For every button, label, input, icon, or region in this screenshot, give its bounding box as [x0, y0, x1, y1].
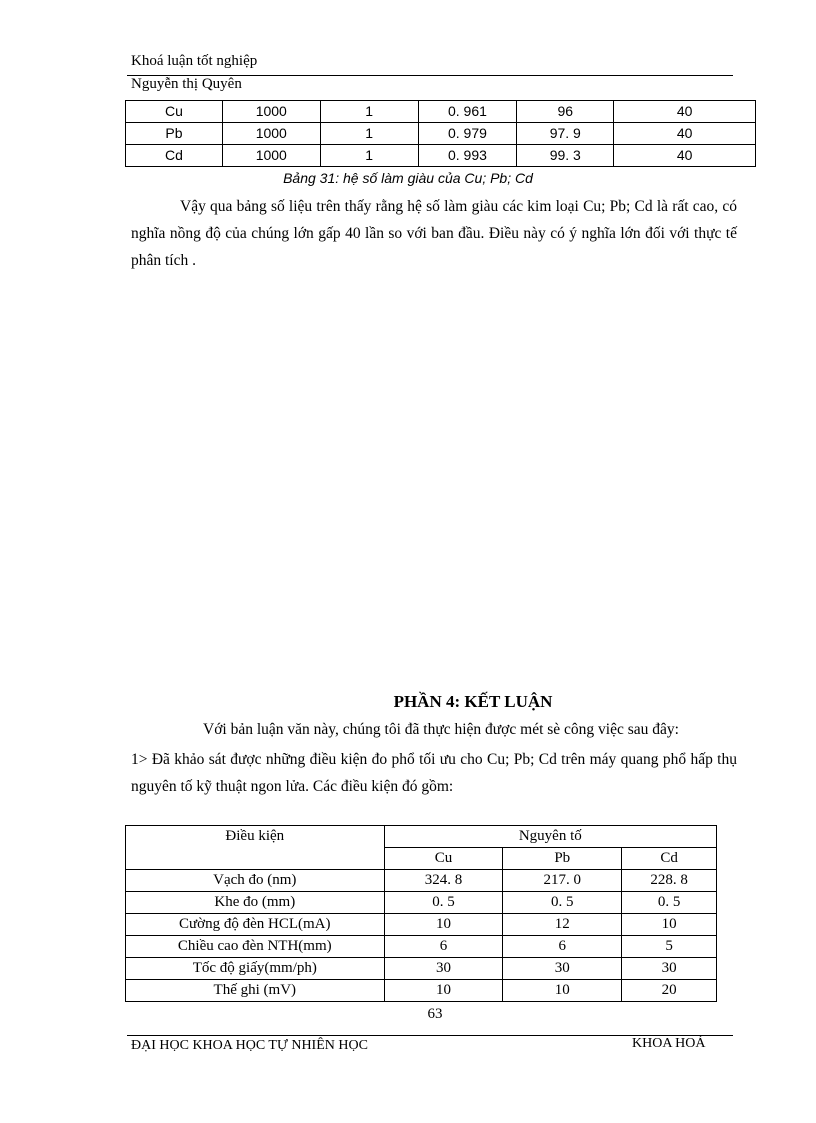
condition-value: 12	[503, 914, 622, 936]
table-row	[126, 870, 717, 892]
table-cell: 96	[517, 101, 614, 123]
condition-value: 30	[384, 958, 503, 980]
table-row	[126, 980, 717, 1002]
condition-value: 0. 5	[622, 892, 717, 914]
header-thesis-title: Khoá luận tốt nghiệp	[131, 53, 258, 69]
table-cell: 0. 993	[418, 145, 517, 167]
table-cell: 40	[614, 101, 756, 123]
table-cell: 97. 9	[517, 123, 614, 145]
table-cell: 1	[320, 101, 418, 123]
section-intro: Với bản luận văn này, chúng tôi đã thực hiện được mét sè công việc sau đây:	[203, 721, 679, 738]
condition-value: 10	[384, 914, 503, 936]
element-header: Cu	[384, 848, 503, 870]
condition-label: Khe đo (mm)	[126, 892, 385, 914]
condition-value: 10	[503, 980, 622, 1002]
table-row	[126, 892, 717, 914]
table-row	[126, 958, 717, 980]
header-author: Nguyễn thị Quyên	[131, 76, 242, 92]
table-cell: 1	[320, 145, 418, 167]
table-cell: 1000	[222, 145, 320, 167]
condition-value: 20	[622, 980, 717, 1002]
section-item-1: 1> Đã khảo sát được những điều kiện đo phổ tối ưu cho Cu; Pb; Cd trên máy quang phổ hấp thụ nguyên tố kỹ thuật ngon lửa. Các điều kiện đó gồm:	[131, 751, 737, 795]
condition-value: 5	[622, 936, 717, 958]
table-cell: 40	[614, 123, 756, 145]
condition-value: 0. 5	[503, 892, 622, 914]
paragraph-conclusion-enrichment: Vậy qua bảng số liệu trên thấy rằng hệ số làm giàu các kim loại Cu; Pb; Cd là rất cao, có nghĩa nồng độ của chúng lớn gấp 40 lần so với ban đầu. Điều này có ý nghĩa lớn đối với thực tế phân tích .	[131, 198, 737, 269]
footer-faculty: KHOA HOÁ	[632, 1036, 706, 1051]
condition-label: Tốc độ giấy(mm/ph)	[126, 958, 385, 980]
table-row	[126, 936, 717, 958]
condition-value: 0. 5	[384, 892, 503, 914]
conditions-table	[125, 825, 717, 1002]
condition-label: Chiều cao đèn NTH(mm)	[126, 936, 385, 958]
table-cell: 99. 3	[517, 145, 614, 167]
table-cell: 0. 979	[418, 123, 517, 145]
condition-value: 10	[384, 980, 503, 1002]
page-number: 63	[427, 1006, 443, 1022]
table-row	[126, 123, 756, 145]
table-row	[126, 101, 756, 123]
condition-label: Thế ghi (mV)	[126, 980, 385, 1002]
footer-university: ĐẠI HỌC KHOA HỌC TỰ NHIÊN HỌC	[131, 1038, 368, 1053]
condition-value: 324. 8	[384, 870, 503, 892]
element-header: Pb	[503, 848, 622, 870]
condition-label: Cường độ đèn HCL(mA)	[126, 914, 385, 936]
condition-value: 6	[503, 936, 622, 958]
condition-value: 217. 0	[503, 870, 622, 892]
table-cell: Pb	[126, 123, 223, 145]
condition-value: 10	[622, 914, 717, 936]
table-cell: 0. 961	[418, 101, 517, 123]
enrichment-table	[125, 100, 756, 167]
header-element: Nguyên tố	[384, 826, 716, 848]
table-caption: Bảng 31: hệ số làm giàu của Cu; Pb; Cd	[283, 170, 533, 186]
condition-value: 30	[503, 958, 622, 980]
table-cell: 1	[320, 123, 418, 145]
table-cell: Cd	[126, 145, 223, 167]
header-condition: Điều kiện	[126, 826, 385, 870]
condition-value: 30	[622, 958, 717, 980]
condition-value: 228. 8	[622, 870, 717, 892]
table-cell: 40	[614, 145, 756, 167]
element-header: Cd	[622, 848, 717, 870]
table-row	[126, 145, 756, 167]
table-cell: Cu	[126, 101, 223, 123]
table-row	[126, 914, 717, 936]
condition-value: 6	[384, 936, 503, 958]
condition-label: Vạch đo (nm)	[126, 870, 385, 892]
table-cell: 1000	[222, 101, 320, 123]
table-cell: 1000	[222, 123, 320, 145]
section-title: PHẦN 4: KẾT LUẬN	[393, 692, 553, 711]
